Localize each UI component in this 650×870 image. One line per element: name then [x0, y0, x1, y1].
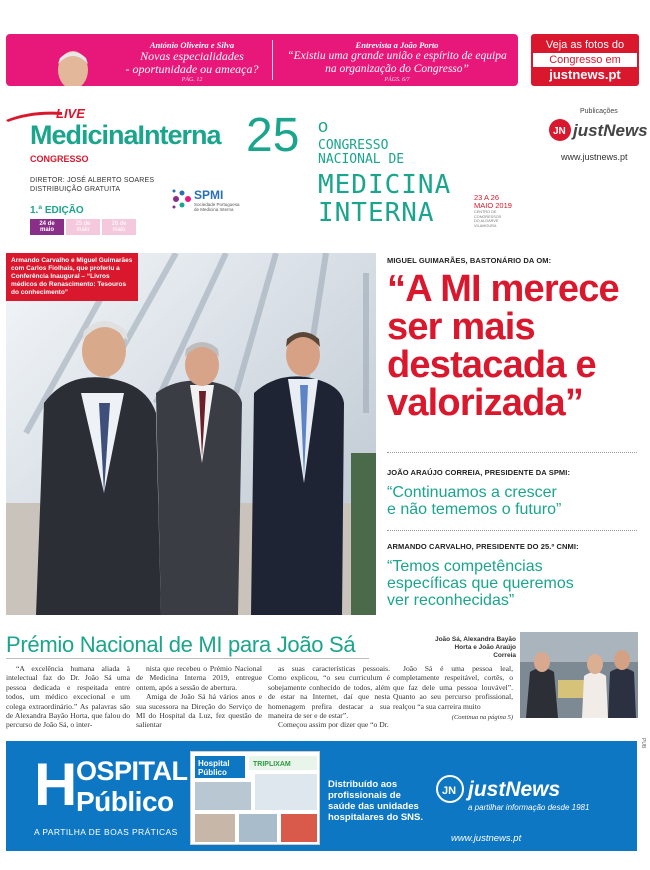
magazine-cover: [190, 751, 320, 845]
magazine-title: Hospital: [198, 759, 230, 768]
third-headline-line: específicas que queremos: [387, 575, 574, 592]
ad-logo-letter: H: [34, 751, 78, 818]
edition-label: 1.ª EDIÇÃO: [30, 205, 84, 216]
top-story-porto[interactable]: [274, 40, 518, 83]
divider: [387, 452, 637, 453]
top-story-headline: - oportunidade ou ameaça?: [125, 62, 259, 76]
ad-justnews-name: justNews: [468, 778, 561, 801]
publisher-url[interactable]: www.justnews.pt: [561, 152, 628, 162]
congress-title-line: INTERNA: [318, 198, 435, 228]
main-photo: [6, 253, 376, 615]
article-paragraph: “A excelência humana aliada à intelectual faz do Dr. João Sá uma pessoa dedicada e respeitada entre todos, um médico excecional e um colega extraordinário.” As palavras são de Alexandra Bayão Horta, que falou do percurso de João Sá, o inter-: [6, 664, 130, 730]
divider: [387, 530, 637, 531]
third-story-headline[interactable]: [387, 558, 637, 609]
congress-venue-line: VILAMOURA: [474, 223, 497, 228]
lead-story-kicker: MIGUEL GUIMARÃES, BASTONÁRIO DA OM:: [387, 256, 552, 265]
ad-distribution-text: Distribuído aos profissionais de saúde das unidades hospitalares do SNS.: [328, 779, 424, 823]
congress-dates-line: MAIO 2019: [474, 201, 512, 210]
divider: [272, 40, 273, 80]
article-column: [6, 664, 130, 730]
edition-tab-25[interactable]: 25 de maio: [66, 219, 100, 235]
ad-url[interactable]: www.justnews.pt: [451, 833, 522, 844]
divider: [6, 658, 369, 659]
second-story-headline[interactable]: [387, 484, 637, 518]
second-headline-line: e não tememos o futuro”: [387, 501, 562, 518]
edition-tab-26[interactable]: 26 de maio: [102, 219, 136, 235]
top-story-headline: “Existiu uma grande união e espírito de equipa: [287, 50, 507, 62]
top-story-page: PÁG. 12: [181, 77, 203, 83]
publisher-label: Publicações: [580, 108, 618, 115]
congress-dates-line: 23 A 26: [474, 193, 500, 202]
lead-headline-line: “A MI merece: [387, 268, 619, 310]
ad-tagline: A PARTILHA DE BOAS PRÁTICAS: [34, 827, 178, 837]
pub-mark: PUB: [640, 738, 646, 749]
prize-photo: [520, 632, 638, 718]
congress-title-line: NACIONAL DE: [318, 152, 405, 167]
article-column: [268, 664, 390, 730]
congress-number: 25: [246, 109, 300, 162]
award-photo-icon: [520, 632, 638, 718]
top-story-oliveira[interactable]: [114, 40, 270, 83]
lead-headline-line: ser mais: [387, 306, 535, 348]
article-column: [393, 664, 513, 722]
top-banner: [6, 34, 518, 86]
brand-logo: MedicinaInterna: [30, 120, 221, 150]
second-story-kicker: JOÃO ARAÚJO CORREIA, PRESIDENTE DA SPMI:: [387, 468, 571, 477]
live-label: LIVE: [56, 106, 85, 121]
congress-venue-line: CENTRO DE CONGRESSOS: [474, 210, 502, 219]
magazine-cover-icon: [191, 752, 320, 845]
director-line: DIRETOR: JOSÉ ALBERTO SOARES: [30, 177, 155, 184]
top-story-headline: na organização do Congresso”: [325, 63, 469, 75]
second-headline-line: “Continuamos a crescer: [387, 484, 557, 501]
congress-dates: [474, 194, 512, 210]
distribution-line: DISTRIBUIÇÃO GRATUITA: [30, 186, 121, 193]
svg-text:JN: JN: [442, 785, 457, 797]
top-story-kicker: Entrevista a João Porto: [355, 40, 439, 50]
edition-tab-24[interactable]: 24 de maio: [30, 219, 64, 235]
lead-headline-line: valorizada”: [387, 382, 584, 424]
third-story-kicker: ARMANDO CARVALHO, PRESIDENTE DO 25.º CNMI:: [387, 542, 579, 551]
prize-article-title[interactable]: Prémio Nacional de MI para João Sá: [6, 632, 356, 657]
magazine-ad-name: TRIPLIXAM: [253, 761, 291, 768]
congress-title-line: MEDICINA: [318, 170, 452, 200]
congress-venue: [474, 210, 524, 228]
continued-link[interactable]: (Continua na página 5): [451, 714, 513, 722]
top-story-page: PÁGS. 6/7: [384, 77, 410, 83]
ad-logo-word: OSPITAL: [76, 756, 188, 786]
justnews-logo-icon: [548, 118, 572, 142]
photos-link-line: Veja as fotos do: [533, 36, 637, 53]
third-headline-line: ver reconhecidas”: [387, 592, 515, 609]
publisher-name: justNews: [573, 121, 648, 140]
ad-logo-word: Público: [76, 786, 174, 817]
article-column: [136, 664, 262, 730]
magazine-title: Público: [198, 768, 227, 777]
prize-photo-caption: João Sá, Alexandra Bayão Horta e João Araújo Correia: [434, 636, 516, 659]
photos-link-box[interactable]: [531, 34, 639, 86]
congress-ordinal: o: [318, 116, 329, 136]
masthead-meta: [30, 176, 154, 194]
article-paragraph: as suas características pessoais. Como explicou, “o seu curriculum é sobejamente conhecido de todos, além de estar na Internet, daí que nesta homenagem prefira destacar a sua maneira de ser e de estar”.: [268, 664, 390, 721]
article-paragraph: nista que recebeu o Prémio Nacional de Medicina Interna 2019, entregue ontem, após a sessão de abertura.: [136, 664, 262, 692]
article-paragraph: Amiga de João Sá há vários anos e sua sucessora na Direção do Serviço de MI do Hospital da Luz, fez questão de salientar: [136, 692, 262, 730]
svg-text:JN: JN: [553, 126, 566, 137]
spmi-name: SPMI: [194, 188, 224, 202]
hospital-publico-ad[interactable]: [6, 741, 637, 851]
congress-venue-line: DO ALGARVE: [474, 219, 499, 223]
top-story-kicker: António Oliveira e Silva: [149, 40, 235, 50]
photo-caption: Armando Carvalho e Miguel Guimarães com Carlos Fiolhais, que proferiu a Conferência Inaugural – “Livros médicos do Renascimento: Tesouros do conhecimento”: [6, 253, 138, 301]
lead-story-headline[interactable]: [387, 270, 637, 422]
third-headline-line: “Temos competências: [387, 558, 543, 575]
lead-headline-line: destacada e: [387, 344, 596, 386]
portrait-photo-icon: [30, 46, 116, 86]
photo-illustration-icon: [6, 253, 376, 615]
brand-subtitle: CONGRESSO: [30, 154, 89, 164]
congress-title-line: CONGRESSO: [318, 138, 389, 153]
top-story-headline: Novas especialidades: [140, 49, 244, 63]
ad-justnews-slogan: a partilhar informação desde 1981: [468, 803, 590, 812]
photos-link-line: Congresso em: [533, 53, 637, 67]
justnews-logo-icon: [436, 775, 464, 803]
article-paragraph: João Sá é uma pessoa leal, completamente respeitável, cortês, o que faz dele uma pessoa louvável”. Quanto ao seu percurso profissional, realçou “a sua carreira muito: [393, 664, 513, 711]
article-paragraph: Começou assim por dizer que “o Dr.: [278, 720, 389, 730]
edition-tabs: [30, 219, 136, 235]
spmi-description: Sociedade Portuguesa de Medicina Interna: [194, 202, 240, 212]
photos-link-url[interactable]: justnews.pt: [533, 67, 637, 84]
